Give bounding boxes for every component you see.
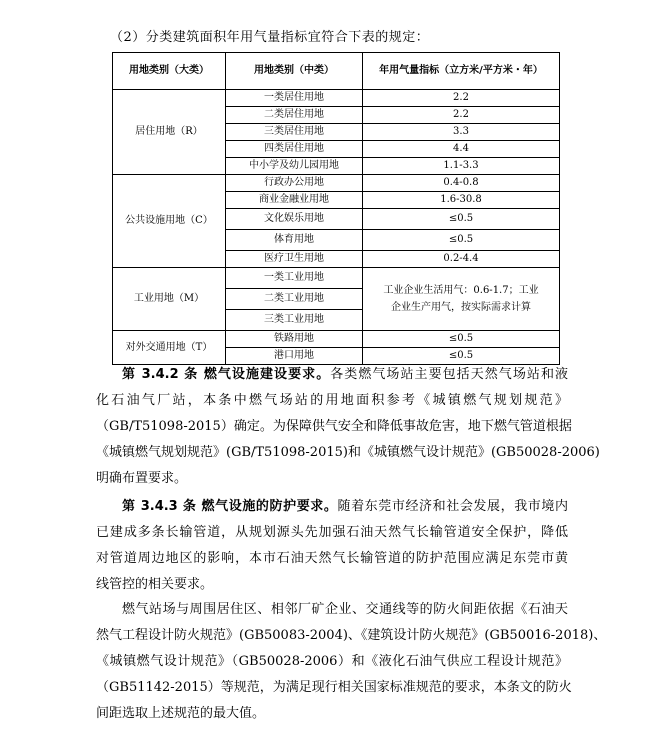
sub-category-cell: 行政办公用地 <box>226 175 363 192</box>
paragraph-line <box>96 494 568 520</box>
paragraph-line <box>96 362 568 388</box>
paragraph-line: 间距选取上述规范的最大值。 <box>96 706 266 721</box>
table-header-row <box>113 53 560 90</box>
paragraph-line: 然气工程设计防火规范》(GB50083-2004)、《建筑设计防火规范》(GB50016-2018)、 <box>96 628 607 643</box>
paragraph-line: 《城镇燃气设计规范》（GB50028-2006）和《液化石油气供应工程设计规范》 <box>96 654 568 669</box>
header-major-category: 用地类别（大类） <box>113 53 226 90</box>
index-value-cell: 0.4-0.8 <box>363 175 560 192</box>
paragraph-text: 随着东莞市经济和社会发展，我市境内 <box>337 499 568 514</box>
paragraph-line: 《城镇燃气规划规范》(GB/T51098-2015)和《城镇燃气设计规范》(GB50028-2006) <box>96 445 600 460</box>
index-value-cell: 2.2 <box>363 90 560 107</box>
clause-3-4-3 <box>96 494 568 598</box>
header-sub-category: 用地类别（中类） <box>226 53 363 90</box>
index-value-cell: 3.3 <box>363 124 560 141</box>
sub-category-cell: 体育用地 <box>226 230 363 251</box>
major-category-cell: 公共设施用地（C） <box>113 175 226 268</box>
paragraph-line: （GB51142-2015）等规范，为满足现行相关国家标准规范的要求，本条文的防火 <box>96 680 572 695</box>
clause-heading: 第 3.4.2 条 燃气设施建设要求。 <box>122 367 331 382</box>
sub-category-cell: 商业金融业用地 <box>226 192 363 209</box>
paragraph-line: 已建成多条长输管道，从规划源头先加强石油天然气长输管道安全保护，降低 <box>96 525 568 540</box>
sub-category-cell: 四类居住用地 <box>226 141 363 158</box>
sub-category-cell: 二类居住用地 <box>226 107 363 124</box>
sub-category-cell: 文化娱乐用地 <box>226 209 363 230</box>
table-intro: （2）分类建筑面积年用气量指标宜符合下表的规定： <box>110 30 430 45</box>
sub-category-cell: 医疗卫生用地 <box>226 251 363 268</box>
paragraph-line: （GB/T51098-2015）确定。为保障供气安全和降低事故危害，地下燃气管道根据 <box>96 419 572 434</box>
major-category-cell: 工业用地（M） <box>113 268 226 331</box>
table-row <box>113 268 560 289</box>
table-row <box>113 175 560 192</box>
index-value-cell: ≤0.5 <box>363 230 560 251</box>
table-row <box>113 331 560 348</box>
major-category-cell: 居住用地（R） <box>113 90 226 175</box>
paragraph-line: 明确布置要求。 <box>96 471 188 486</box>
sub-category-cell: 铁路用地 <box>226 331 363 348</box>
sub-category-cell: 二类工业用地 <box>226 289 363 310</box>
major-category-cell: 对外交通用地（T） <box>113 331 226 365</box>
paragraph-line: 线管控的相关要求。 <box>96 577 214 592</box>
index-value-cell: 0.2-4.4 <box>363 251 560 268</box>
index-value-cell: 1.1-3.3 <box>363 158 560 175</box>
sub-category-cell: 中小学及幼儿园用地 <box>226 158 363 175</box>
index-value-cell: 1.6-30.8 <box>363 192 560 209</box>
industrial-note-line: 企业生产用气，按实际需求计算 <box>391 302 531 313</box>
header-annual-gas-index: 年用气量指标（立方米/平方米・年） <box>363 53 560 90</box>
paragraph-line: 燃气站场与周围居住区、相邻厂矿企业、交通线等的防火间距依据《石油天 <box>122 602 568 617</box>
paragraph-text: 各类燃气场站主要包括天然气场站和液 <box>330 367 568 382</box>
clause-3-4-2 <box>96 362 600 492</box>
fire-distance-paragraph <box>96 597 607 727</box>
clause-heading: 第 3.4.3 条 燃气设施的防护要求。 <box>122 499 338 514</box>
industrial-index-note <box>363 268 560 331</box>
sub-category-cell: 三类工业用地 <box>226 310 363 331</box>
table-row <box>113 90 560 107</box>
index-value-cell: 4.4 <box>363 141 560 158</box>
sub-category-cell: 三类居住用地 <box>226 124 363 141</box>
gas-consumption-table <box>112 52 560 365</box>
paragraph-line: 化石油气厂站，本条中燃气场站的用地面积参考《城镇燃气规划规范》 <box>96 393 568 408</box>
index-value-cell: 2.2 <box>363 107 560 124</box>
paragraph-line: 对管道周边地区的影响，本市石油天然气长输管道的防护范围应满足东莞市黄 <box>96 551 568 566</box>
sub-category-cell: 一类工业用地 <box>226 268 363 289</box>
index-value-cell: ≤0.5 <box>363 348 560 365</box>
index-value-cell: ≤0.5 <box>363 209 560 230</box>
index-value-cell: ≤0.5 <box>363 331 560 348</box>
sub-category-cell: 港口用地 <box>226 348 363 365</box>
industrial-note-line: 工业企业生活用气：0.6-1.7；工业 <box>383 285 539 296</box>
sub-category-cell: 一类居住用地 <box>226 90 363 107</box>
